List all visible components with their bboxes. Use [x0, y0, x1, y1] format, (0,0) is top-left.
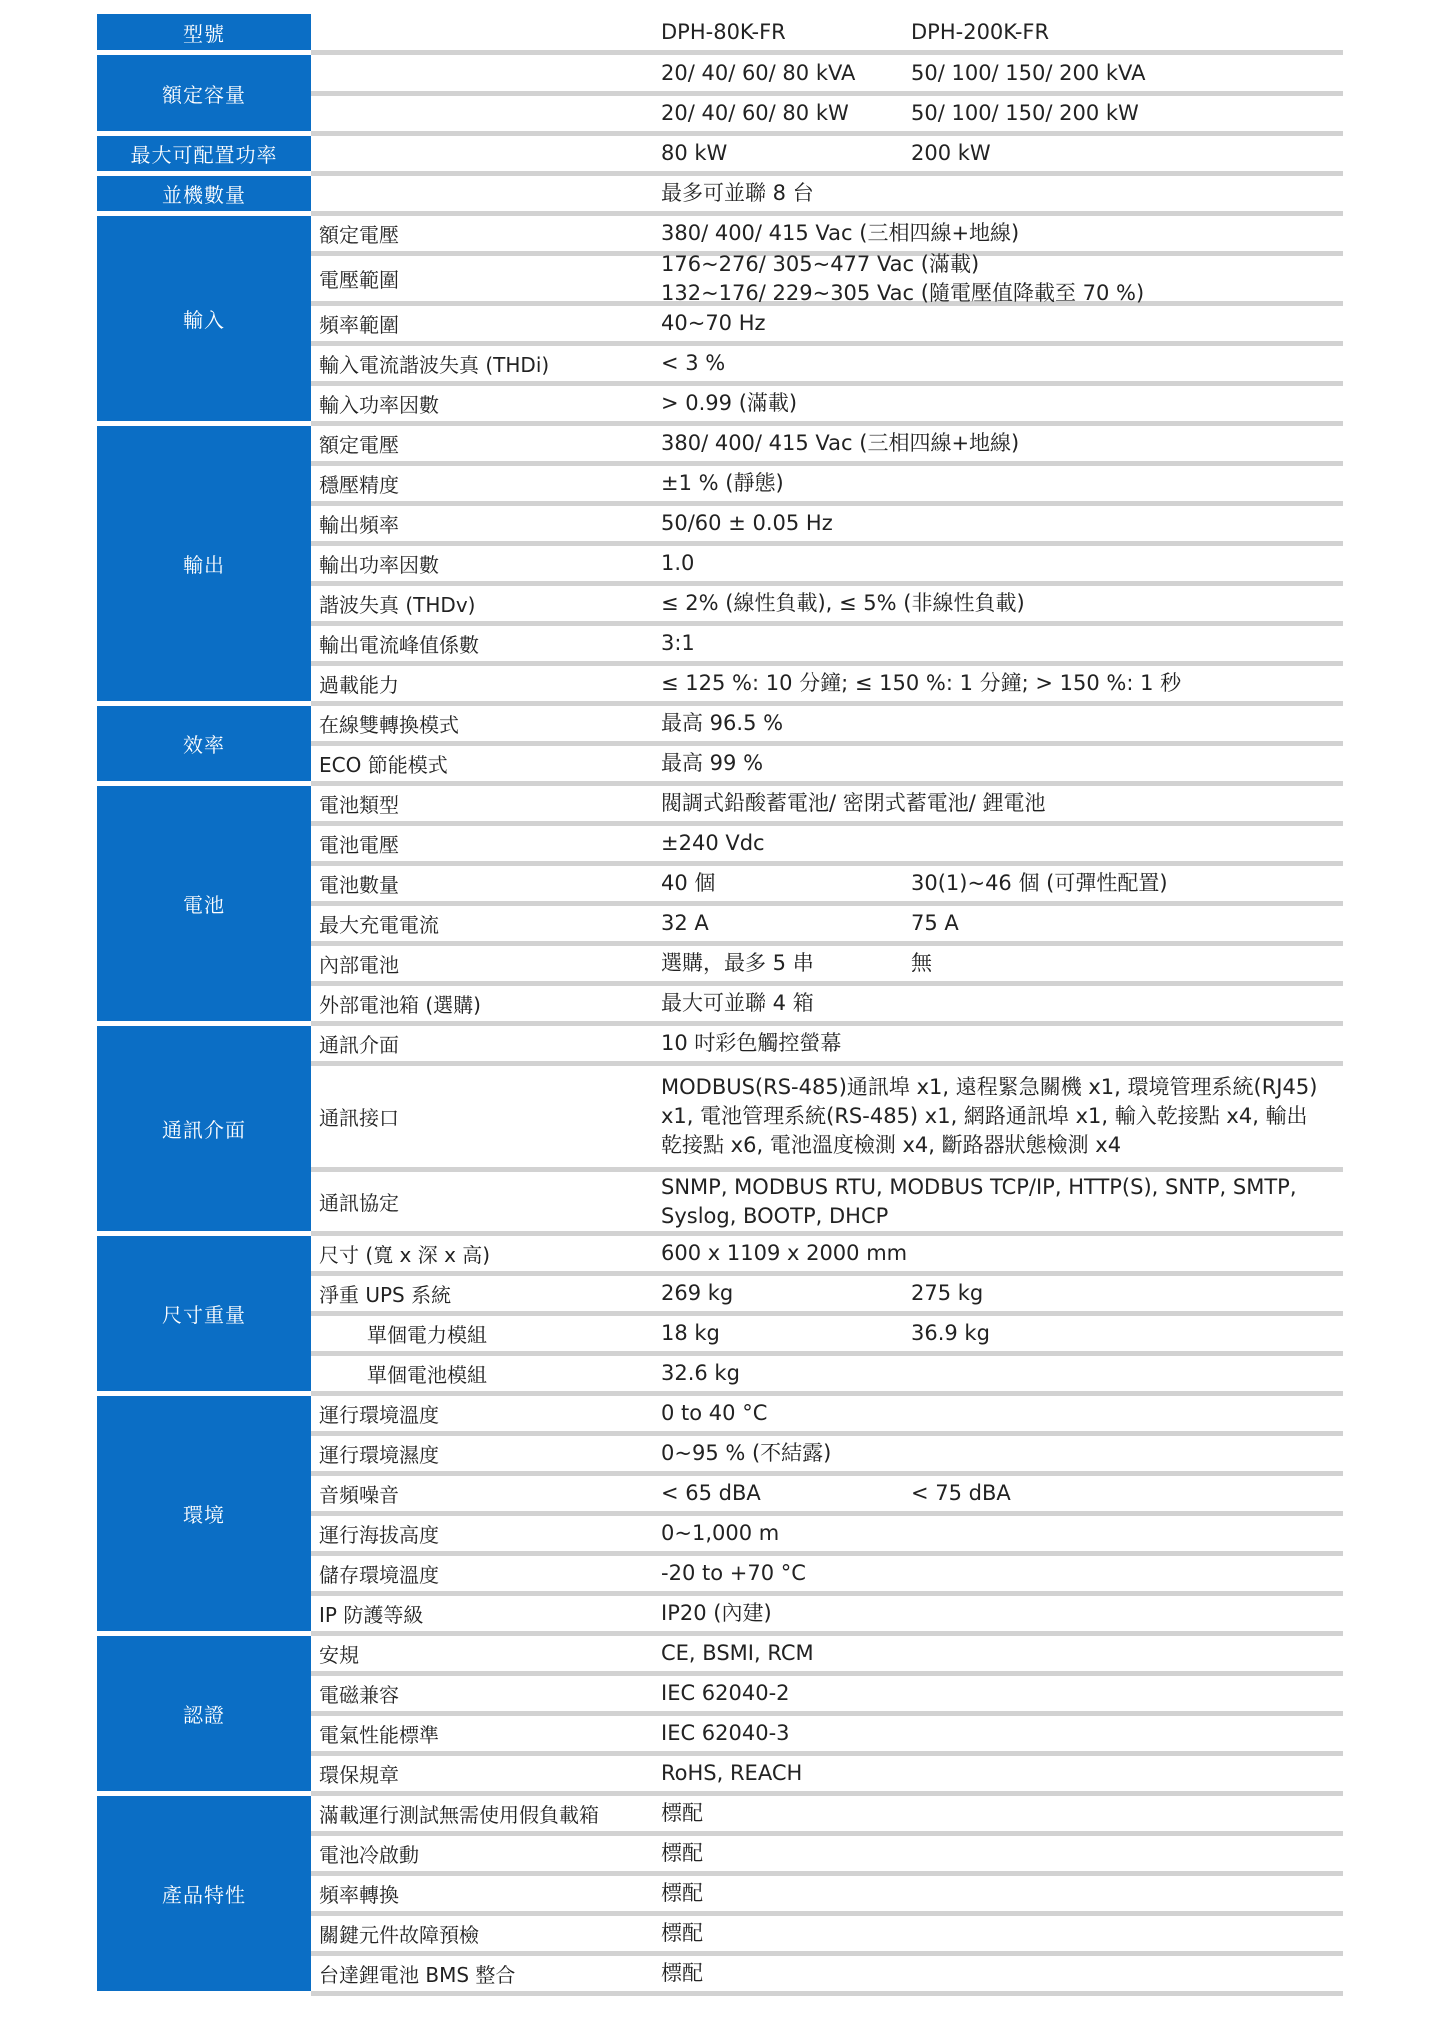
value-shared: 10 吋彩色觸控螢幕 [661, 1031, 842, 1055]
row-values [661, 869, 1343, 898]
spec-row [311, 1476, 1343, 1516]
spec-row [311, 666, 1343, 706]
spec-section [97, 1396, 1343, 1636]
row-value [661, 829, 1343, 858]
value-shared: ≤ 2% (線性負載), ≤ 5% (非線性負載) [661, 591, 1025, 615]
row-value [661, 1959, 1343, 1988]
spec-row [311, 55, 1343, 96]
row-label: 安規 [319, 1643, 359, 1667]
value-model-1: 269 kg [661, 1281, 734, 1305]
section-category: 環境 [97, 1396, 311, 1636]
row-value [661, 749, 1343, 778]
row-values [661, 1319, 1343, 1348]
row-label: 頻率範圍 [319, 313, 399, 337]
row-label: 電壓範圍 [319, 268, 399, 292]
row-label: 電磁兼容 [319, 1683, 399, 1707]
value-line: 乾接點 x6, 電池溫度檢測 x4, 斷路器狀態檢測 x4 [661, 1133, 1122, 1157]
row-label: 運行海拔高度 [319, 1523, 439, 1547]
value-shared: ±1 % (靜態) [661, 471, 784, 495]
row-values [661, 909, 1343, 938]
spec-row [311, 1556, 1343, 1596]
row-label: 額定電壓 [319, 433, 399, 457]
section-category: 認證 [97, 1636, 311, 1796]
section-category: 額定容量 [97, 55, 311, 136]
value-line: x1, 電池管理系統(RS-485) x1, 網路通訊埠 x1, 輸入乾接點 x4, 輸出 [661, 1104, 1308, 1128]
section-category: 產品特性 [97, 1796, 311, 1996]
spec-row [311, 1316, 1343, 1356]
value-model-1: 18 kg [661, 1321, 720, 1345]
spec-row [311, 1676, 1343, 1716]
row-value [661, 1519, 1343, 1548]
value-line: MODBUS(RS-485)通訊埠 x1, 遠程緊急關機 x1, 環境管理系統(RJ45) [661, 1075, 1318, 1099]
value-line: 176~276/ 305~477 Vac (滿載) [661, 251, 980, 276]
row-label: 額定電壓 [319, 223, 399, 247]
spec-row [311, 546, 1343, 586]
spec-section [97, 786, 1343, 1026]
value-model-1: 40 個 [661, 871, 716, 895]
row-label: 諧波失真 (THDv) [319, 593, 476, 617]
row-value [661, 1919, 1343, 1948]
spec-section [97, 1026, 1343, 1236]
spec-row [311, 1596, 1343, 1636]
section-category: 輸出 [97, 426, 311, 706]
row-value [661, 709, 1343, 738]
value-model-2: 200 kW [911, 141, 991, 165]
multiline-value [661, 1073, 1343, 1160]
value-model-1: < 65 dBA [661, 1481, 761, 1505]
row-value [661, 1719, 1343, 1748]
row-value [661, 549, 1343, 578]
row-value [661, 1173, 1343, 1231]
row-value [661, 179, 1343, 208]
row-value [661, 219, 1343, 248]
row-label: 運行環境溫度 [319, 1403, 439, 1427]
row-label: 滿載運行測試無需使用假負載箱 [319, 1803, 599, 1827]
spec-sections [97, 55, 1343, 1996]
value-model-2: 275 kg [911, 1281, 984, 1305]
value-shared: -20 to +70 °C [661, 1561, 806, 1585]
row-label: 最大充電電流 [319, 913, 439, 937]
section-category: 通訊介面 [97, 1026, 311, 1236]
row-value [661, 1239, 1343, 1268]
value-model-2: < 75 dBA [911, 1481, 1011, 1505]
value-shared: 0 to 40 °C [661, 1401, 768, 1425]
row-label: 輸入功率因數 [319, 393, 439, 417]
row-values [661, 139, 1343, 168]
row-value [661, 789, 1343, 818]
row-value [661, 1759, 1343, 1788]
row-values [661, 1279, 1343, 1308]
value-model-1: 20/ 40/ 60/ 80 kVA [661, 60, 856, 85]
row-value [661, 1359, 1343, 1388]
row-label: 輸出功率因數 [319, 553, 439, 577]
spec-section [97, 136, 1343, 176]
value-shared: 閥調式鉛酸蓄電池/ 密閉式蓄電池/ 鋰電池 [661, 791, 1046, 815]
header-category: 型號 [97, 14, 311, 55]
value-model-1: 80 kW [661, 141, 728, 165]
value-shared: 最多可並聯 8 台 [661, 181, 814, 205]
row-label: 單個電力模組 [367, 1323, 487, 1347]
spec-row [311, 1796, 1343, 1836]
row-value [661, 1799, 1343, 1828]
row-values [661, 59, 1343, 88]
spec-section [97, 216, 1343, 426]
row-label: 單個電池模組 [367, 1363, 487, 1387]
row-label: 輸出電流峰值係數 [319, 633, 479, 657]
value-shared: CE, BSMI, RCM [661, 1641, 814, 1665]
row-label: ECO 節能模式 [319, 753, 448, 777]
row-value [661, 1073, 1343, 1160]
multiline-value [661, 250, 1343, 308]
spec-row [311, 786, 1343, 826]
value-shared: 380/ 400/ 415 Vac (三相四線+地線) [661, 221, 1020, 245]
section-category: 並機數量 [97, 176, 311, 216]
value-shared: 32.6 kg [661, 1361, 740, 1385]
spec-row [311, 866, 1343, 906]
spec-row [311, 1026, 1343, 1066]
row-value [661, 989, 1343, 1018]
spec-row [311, 1716, 1343, 1756]
spec-row [311, 1836, 1343, 1876]
section-category: 最大可配置功率 [97, 136, 311, 176]
value-shared: IEC 62040-2 [661, 1681, 790, 1705]
spec-section [97, 1796, 1343, 1996]
row-value [661, 469, 1343, 498]
spec-row [311, 426, 1343, 466]
row-value [661, 1439, 1343, 1468]
spec-row [311, 986, 1343, 1026]
value-shared: 380/ 400/ 415 Vac (三相四線+地線) [661, 431, 1020, 455]
value-shared: 標配 [661, 1961, 703, 1985]
spec-row [311, 706, 1343, 746]
row-value [661, 309, 1343, 338]
row-value [661, 349, 1343, 378]
spec-row [311, 96, 1343, 136]
row-label: 電池數量 [319, 873, 399, 897]
value-model-2: 36.9 kg [911, 1321, 990, 1345]
value-shared: 標配 [661, 1921, 703, 1945]
spec-row [311, 1396, 1343, 1436]
value-shared: ≤ 125 %: 10 分鐘; ≤ 150 %: 1 分鐘; > 150 %: 1 秒 [661, 671, 1182, 695]
spec-row [311, 626, 1343, 666]
row-values [661, 1479, 1343, 1508]
row-value [661, 429, 1343, 458]
spec-row [311, 1172, 1343, 1236]
value-shared: 40~70 Hz [661, 311, 766, 335]
value-shared: 標配 [661, 1881, 703, 1905]
row-label: 輸入電流諧波失真 (THDi) [319, 353, 550, 377]
spec-row [311, 1876, 1343, 1916]
value-shared: 600 x 1109 x 2000 mm [661, 1241, 908, 1265]
row-label: 運行環境濕度 [319, 1443, 439, 1467]
spec-section [97, 1636, 1343, 1796]
value-shared: 標配 [661, 1801, 703, 1825]
spec-table [97, 14, 1343, 1996]
value-model-1: 32 A [661, 911, 709, 935]
row-value [661, 250, 1343, 308]
value-shared: RoHS, REACH [661, 1761, 803, 1785]
row-values [661, 949, 1343, 978]
spec-row [311, 1066, 1343, 1172]
row-label: 台達鋰電池 BMS 整合 [319, 1963, 516, 1987]
value-model-2: 30(1)~46 個 (可彈性配置) [911, 871, 1168, 895]
row-value [661, 389, 1343, 418]
value-shared: 0~95 % (不結露) [661, 1441, 832, 1465]
row-value [661, 629, 1343, 658]
row-label: 電池類型 [319, 793, 399, 817]
spec-row [311, 466, 1343, 506]
value-shared: 50/60 ± 0.05 Hz [661, 511, 833, 535]
spec-row [311, 506, 1343, 546]
value-shared: IP20 (內建) [661, 1601, 772, 1625]
value-shared: 0~1,000 m [661, 1521, 780, 1545]
model-2: DPH-200K-FR [911, 19, 1050, 44]
row-value [661, 509, 1343, 538]
spec-row [311, 251, 1343, 306]
row-value [661, 1029, 1343, 1058]
row-value [661, 669, 1343, 698]
row-label: 通訊接口 [319, 1106, 399, 1130]
spec-row [311, 1516, 1343, 1556]
spec-row [311, 1636, 1343, 1676]
spec-row [311, 136, 1343, 176]
row-label: 頻率轉換 [319, 1883, 399, 1907]
spec-row [311, 386, 1343, 426]
row-label: 外部電池箱 (選購) [319, 993, 481, 1017]
value-shared: ±240 Vdc [661, 831, 765, 855]
row-label: 關鍵元件故障預檢 [319, 1923, 479, 1947]
spec-section [97, 176, 1343, 216]
section-category: 效率 [97, 706, 311, 786]
row-label: 電池電壓 [319, 833, 399, 857]
row-label: 穩壓精度 [319, 473, 399, 497]
spec-section [97, 426, 1343, 706]
spec-row [311, 1236, 1343, 1276]
value-model-2: 75 A [911, 911, 959, 935]
row-label: 電氣性能標準 [319, 1723, 439, 1747]
value-shared: 最高 99 % [661, 751, 764, 775]
spec-row [311, 906, 1343, 946]
multiline-value [661, 1173, 1343, 1231]
value-shared: 標配 [661, 1841, 703, 1865]
spec-row [311, 1356, 1343, 1396]
value-model-1: 20/ 40/ 60/ 80 kW [661, 101, 849, 125]
header-row [311, 14, 1343, 55]
row-label: 電池冷啟動 [319, 1843, 419, 1867]
spec-row [311, 306, 1343, 346]
spec-row [311, 1756, 1343, 1796]
row-value [661, 1879, 1343, 1908]
spec-row [311, 1956, 1343, 1996]
spec-row [311, 1916, 1343, 1956]
row-label: 內部電池 [319, 953, 399, 977]
spec-row [311, 1276, 1343, 1316]
value-line: SNMP, MODBUS RTU, MODBUS TCP/IP, HTTP(S), SNTP, SMTP, [661, 1174, 1297, 1199]
row-label: 音頻噪音 [319, 1483, 399, 1507]
row-label: IP 防護等級 [319, 1603, 424, 1627]
spec-row [311, 346, 1343, 386]
row-value [661, 589, 1343, 618]
model-1: DPH-80K-FR [661, 19, 786, 44]
value-model-1: 選購，最多 5 串 [661, 951, 814, 975]
spec-section [97, 55, 1343, 136]
row-label: 輸出頻率 [319, 513, 399, 537]
spec-row [311, 586, 1343, 626]
value-shared: 3:1 [661, 631, 695, 655]
row-label: 通訊協定 [319, 1191, 399, 1215]
value-shared: < 3 % [661, 351, 726, 375]
section-category: 電池 [97, 786, 311, 1026]
spec-row [311, 1436, 1343, 1476]
value-shared: IEC 62040-3 [661, 1721, 790, 1745]
table-header [97, 14, 1343, 55]
value-shared: 最大可並聯 4 箱 [661, 991, 814, 1015]
section-category: 尺寸重量 [97, 1236, 311, 1396]
spec-row [311, 826, 1343, 866]
value-model-2: 無 [911, 951, 932, 975]
row-label: 尺寸 (寬 x 深 x 高) [319, 1243, 491, 1267]
row-label: 在線雙轉換模式 [319, 713, 459, 737]
value-line: Syslog, BOOTP, DHCP [661, 1203, 889, 1228]
row-value [661, 1679, 1343, 1708]
spec-row [311, 176, 1343, 216]
spec-section [97, 1236, 1343, 1396]
row-value [661, 1639, 1343, 1668]
row-value [661, 1839, 1343, 1868]
value-model-2: 50/ 100/ 150/ 200 kVA [911, 60, 1146, 85]
spec-row [311, 946, 1343, 986]
row-label: 過載能力 [319, 673, 399, 697]
row-label: 淨重 UPS 系統 [319, 1283, 452, 1307]
row-value [661, 1559, 1343, 1588]
value-shared: 最高 96.5 % [661, 711, 784, 735]
section-category: 輸入 [97, 216, 311, 426]
spec-row [311, 746, 1343, 786]
row-values [661, 99, 1343, 128]
value-model-2: 50/ 100/ 150/ 200 kW [911, 101, 1139, 125]
row-label: 環保規章 [319, 1763, 399, 1787]
value-shared: > 0.99 (滿載) [661, 391, 798, 415]
row-value [661, 1599, 1343, 1628]
row-value [661, 1399, 1343, 1428]
spec-section [97, 706, 1343, 786]
row-label: 通訊介面 [319, 1033, 399, 1057]
value-shared: 1.0 [661, 551, 695, 575]
value-line: 132~176/ 229~305 Vac (隨電壓值降載至 70 %) [661, 280, 1145, 305]
row-label: 儲存環境溫度 [319, 1563, 439, 1587]
